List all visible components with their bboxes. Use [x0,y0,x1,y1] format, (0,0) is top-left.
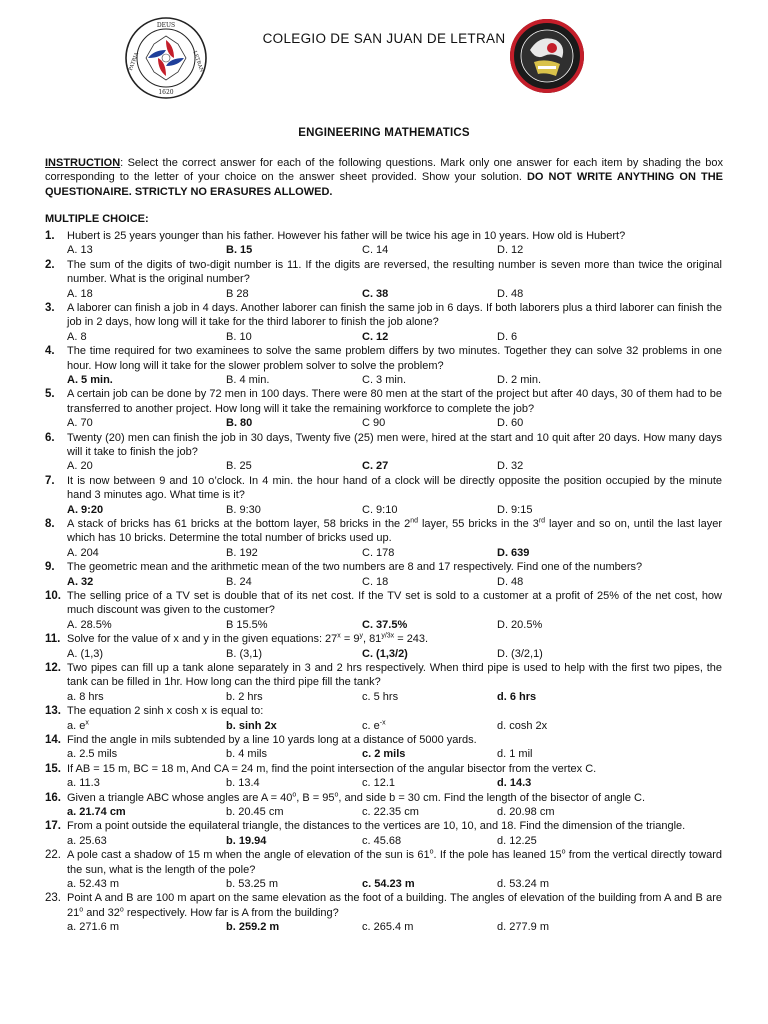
answer-option-a: A. 9:20 [67,503,104,516]
answer-option-a: a. 271.6 m [67,921,119,934]
question-number: 15. [45,762,61,775]
question-number: 6. [45,431,55,444]
answer-options [67,618,725,632]
instruction-block [45,156,723,199]
answer-option-c: c. 265.4 m [362,921,414,934]
answer-options [67,690,725,704]
question-number: 3. [45,302,55,314]
answer-option-a: a. 11.3 [67,777,100,790]
answer-option-d: d. 53.24 m [497,878,549,891]
answer-option-d: d. 1 mil [497,748,533,761]
question-item [45,560,725,589]
question-item [45,848,725,891]
question-text: The selling price of a TV set is double that of its net cost. If the TV set is sold to a customer at a profit of 25% of the net cost, how much discount was given to the customer? [67,590,722,617]
question-item [45,891,725,934]
svg-text:1620: 1620 [158,89,174,96]
svg-text:LETRAN: LETRAN [191,50,205,74]
answer-option-b: B. 24 [226,575,252,588]
question-item [45,589,725,632]
answer-option-a: A. 70 [67,417,93,430]
question-item [45,258,725,301]
answer-option-a: a. 8 hrs [67,690,104,703]
answer-option-b: B. 80 [226,417,253,430]
answer-option-b: B. 10 [226,330,252,343]
answer-option-a: A. 204 [67,546,99,559]
question-text: The time required for two examinees to solve the same problem differs by two minutes. Together they can solve 32 problems in one hour. How long will it take for the slower problem solver to solve the problem? [67,345,722,372]
answer-option-b: b. 19.94 [226,834,267,847]
question-text: If AB = 15 m, BC = 18 m, And CA = 24 m, find the point intersection of the angular bisector from the vertex C. [67,762,597,775]
question-number: 14. [45,734,61,747]
answer-option-d: D. 32 [497,460,524,473]
answer-options [67,805,725,819]
answer-option-d: D. 6 [497,330,518,343]
question-item [45,704,725,733]
answer-option-b: b. 2 hrs [226,690,263,703]
answer-option-b: B. (3,1) [226,647,263,660]
answer-options [67,287,725,301]
question-number: 17. [45,820,61,833]
answer-option-b: b. 259.2 m [226,921,280,934]
question-number: 1. [45,230,55,242]
question-number: 16. [45,791,61,804]
question-text: From a point outside the equilateral triangle, the distances to the vertices are 10, 10, and 18. Find the dimension of the triangle. [67,820,686,833]
answer-option-b: B. 15 [226,244,253,257]
answer-options [67,647,725,661]
header [0,0,768,100]
instruction-label: INSTRUCTION [45,157,121,169]
answer-option-b: b. sinh 2x [226,719,277,732]
question-number: 9. [45,561,55,574]
answer-option-a: A. 5 min. [67,374,113,387]
answer-option-d: D. 48 [497,575,524,588]
question-text: A pole cast a shadow of 15 m when the angle of elevation of the sun is 61$^o$. If the pole has leaned 15$^o$ from the vertical directly toward the sun, what is the length of the pole? [67,848,722,876]
answer-options [67,243,725,257]
question-item [45,791,725,820]
letran-seal-logo [124,16,208,100]
answer-options [67,834,725,848]
answer-options [67,719,725,733]
answer-option-d: d. 14.3 [497,777,532,790]
question-text: A certain job can be done by 72 men in 100 days. There were 80 men at the start of the project but after 40 days, 30 of them had to be transferred to another project. How long will it take the remaining workforce to complete the job? [67,388,722,415]
answer-option-c: C. 9:10 [362,503,398,516]
question-item [45,474,725,517]
svg-text:DEUS: DEUS [156,22,176,29]
question-text: It is now between 9 and 10 o’clock. In 4 min. the hour hand of a clock will be directly opposite the position occupied by the minute hand 3 minutes ago. What time is it? [67,474,722,502]
answer-option-c: C. 27 [362,460,389,473]
question-number: 22. [45,849,61,862]
answer-option-c: C. 18 [362,575,389,588]
question-number: 8. [45,518,55,531]
question-number: 10. [45,590,61,603]
question-number: 2. [45,258,55,271]
answer-option-c: c. 5 hrs [362,690,399,703]
question-item [45,819,725,848]
answer-option-c: C. 37.5% [362,618,408,631]
question-item [45,632,725,661]
answer-option-c: c. 2 mils [362,748,406,761]
question-item [45,517,725,560]
answer-options [67,459,725,473]
question-text: Given a triangle ABC whose angles are $A = 40^o$, $B = 95^o$, and side b = 30 cm. Find the length of the bisector of angle C. [67,790,646,804]
question-item [45,344,725,387]
engineering-seal-logo [508,14,586,98]
answer-option-d: D. 60 [497,417,524,430]
answer-option-a: A. (1,3) [67,647,104,660]
answer-option-a: a. 52.43 m [67,878,119,891]
answer-option-a: A. 8 [67,330,87,343]
answer-option-d: d. 6 hrs [497,690,537,703]
answer-option-d: d. cosh 2x [497,719,548,732]
answer-option-a: A. 28.5% [67,618,112,631]
answer-options [67,546,725,560]
answer-option-c: c. $e^{-x}$ [362,718,386,732]
answer-option-d: d. 12.25 [497,834,537,847]
answer-option-c: C. 38 [362,287,389,300]
answer-option-b: B. 4 min. [226,374,270,387]
school-name: COLEGIO DE SAN JUAN DE LETRAN [262,31,506,46]
answer-option-c: C. 178 [362,546,395,559]
question-text: The geometric mean and the arithmetic mean of the two numbers are 8 and 17 respectively. Find one of the numbers? [67,561,643,574]
question-number: 12. [45,662,61,675]
question-list [45,229,725,935]
answer-option-d: D. 9:15 [497,503,533,516]
answer-option-c: c. 22.35 cm [362,806,419,819]
svg-text:PATRIA: PATRIA [128,51,141,72]
question-text: Solve for the value of x and y in the given equations: $27^x = 9^y$, $81^{y/3x} = 243$. [67,632,429,646]
answer-option-b: B. 9:30 [226,503,261,516]
question-number: 23. [45,892,61,905]
question-number: 13. [45,705,61,718]
answer-option-c: c. 45.68 [362,834,402,847]
answer-option-b: B. 25 [226,460,252,473]
answer-option-d: D. 20.5% [497,618,543,631]
question-text: The equation 2 sinh x cosh x is equal to: [67,705,264,718]
answer-options [67,416,725,430]
answer-options [67,575,725,589]
answer-option-a: a. 2.5 mils [67,748,118,761]
question-text: A laborer can finish a job in 4 days. Another laborer can finish the same job in 6 days. If both laborers plus a third laborer can finish the job in 2 days, how long will it take for the third laborer to finish the job alone? [67,302,722,329]
question-number: 4. [45,345,55,358]
question-number: 5. [45,388,55,401]
instruction-emphasis: DO NOT WRITE ANYTHING ON THE QUESTIONAIRE. STRICTLY NO ERASURES ALLOWED. [45,171,723,198]
answer-option-d: D. 12 [497,244,524,257]
answer-options [67,330,725,344]
answer-option-b: b. 20.45 cm [226,806,284,819]
answer-option-d: D. 2 min. [497,374,542,387]
answer-option-d: D. 48 [497,287,524,300]
question-item [45,387,725,430]
answer-options [67,373,725,387]
question-item [45,301,725,344]
answer-option-a: A. 13 [67,244,93,257]
question-text: A stack of bricks has 61 bricks at the bottom layer, 58 bricks in the 2nd layer, 55 bricks in the 3rd layer and so on, until the last layer which has 10 bricks. Determine the total number of bricks used up. [67,517,723,545]
answer-option-c: c. 12.1 [362,777,396,790]
question-item [45,733,725,762]
answer-option-b: b. 13.4 [226,777,260,790]
answer-option-a: a. 25.63 [67,834,107,847]
question-item [45,762,725,791]
answer-option-b: B. 192 [226,546,258,559]
answer-option-a: A. 32 [67,575,94,588]
answer-option-b: B 15.5% [226,618,268,631]
question-text: Point A and B are 100 m apart on the same elevation as the foot of a building. The angles of elevation of the building from A and B are 21$^o$ and 32$^o$ respectively. How far is A from the building? [67,892,722,919]
answer-options [67,877,725,891]
instruction-text: : Select the correct answer for each of the following questions. Mark only one answer for each item by shading the box corresponding to the letter of your choice on the answer sheet provided. Show your solution. [45,157,723,184]
question-text: The sum of the digits of two-digit number is 11. If the digits are reversed, the resulting number is seven more than twice the original number. What is the original number? [67,258,722,286]
answer-option-c: C 90 [362,417,386,430]
answer-option-d: d. 277.9 m [497,921,549,934]
question-text: Find the angle in mils subtended by a line 10 yards long at a distance of 5000 yards. [67,734,477,747]
answer-option-a: A. 20 [67,460,93,473]
answer-options [67,503,725,517]
answer-options [67,776,725,790]
answer-option-a: a. $e^x$ [67,718,89,732]
answer-option-b: b. 4 mils [226,748,267,761]
section-label: MULTIPLE CHOICE: [45,213,149,225]
answer-option-c: C. 3 min. [362,374,407,387]
answer-option-d: D. (3/2,1) [497,647,543,660]
answer-option-d: d. 20.98 cm [497,806,555,819]
question-number: 11. [45,633,61,646]
question-text: Twenty (20) men can finish the job in 30 days, Twenty five (25) men were, hired at the start and 10 quit after 20 days. How many days will it take to finish the job? [67,431,722,459]
question-number: 7. [45,474,55,487]
answer-option-c: C. (1,3/2) [362,647,408,660]
answer-options [67,920,725,934]
answer-option-c: C. 14 [362,244,389,257]
question-item [45,229,725,258]
page-title: ENGINEERING MATHEMATICS [298,127,470,139]
question-item [45,431,725,474]
answer-option-b: B 28 [226,287,249,300]
answer-option-a: a. 21.74 cm [67,806,126,819]
answer-option-b: b. 53.25 m [226,878,278,891]
answer-options [67,747,725,761]
answer-option-d: D. 639 [497,546,530,559]
answer-option-c: c. 54.23 m [362,878,415,891]
question-text: Hubert is 25 years younger than his father. However his father will be twice his age in 10 years. How old is Hubert? [67,230,626,242]
answer-option-c: C. 12 [362,330,389,343]
question-text: Two pipes can fill up a tank alone separately in 3 and 2 hrs respectively. When third pipe is used to help with the first two pipes, the tank can be filled in 1hr. How long can the third pipe fill the tank? [67,662,722,689]
answer-option-a: A. 18 [67,287,93,300]
question-item [45,661,725,704]
